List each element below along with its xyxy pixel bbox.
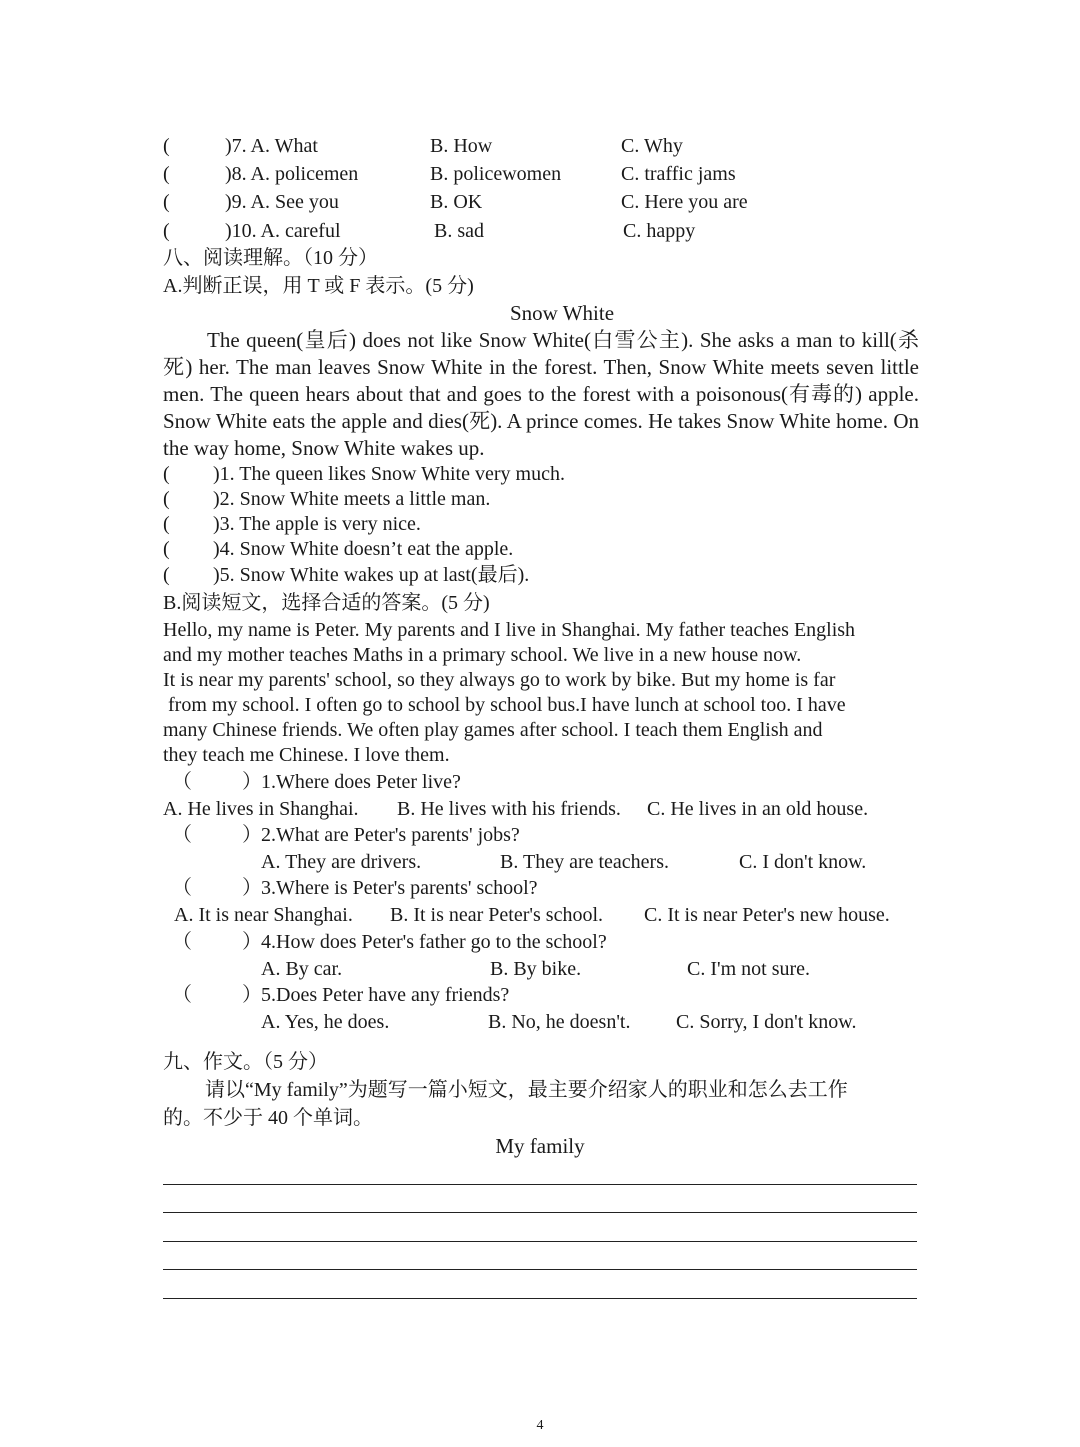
answer-bracket[interactable]: (	[163, 220, 170, 242]
writing-line[interactable]	[163, 1269, 917, 1270]
answer-bracket[interactable]: (	[163, 564, 170, 586]
answer-bracket-close: ）	[242, 931, 262, 953]
section-9-heading: 九、作文。（5 分）	[163, 1051, 328, 1073]
option-b: B. By bike.	[490, 958, 582, 980]
option-a: )8. A. policemen	[225, 163, 359, 185]
option-b: B. policewomen	[430, 163, 562, 185]
tf-statement: )2. Snow White meets a little man.	[213, 488, 491, 510]
story-title: Snow White	[509, 301, 615, 325]
option-c: C. I'm not sure.	[687, 958, 811, 980]
option-a: )9. A. See you	[225, 191, 339, 213]
passage-line: and my mother teaches Maths in a primary school. We live in a new house now.	[163, 644, 802, 666]
essay-prompt-line-2: 的。不少于 40 个单词。	[163, 1107, 373, 1129]
option-a: A. Yes, he does.	[261, 1011, 390, 1033]
answer-bracket-close: ）	[242, 984, 262, 1006]
option-a: A. It is near Shanghai.	[174, 904, 353, 926]
mc-question-text: 1.Where does Peter live?	[261, 771, 461, 793]
answer-bracket[interactable]: (	[163, 191, 170, 213]
option-b: B. How	[430, 135, 493, 157]
part-a-instruction: A.判断正误，用 T 或 F 表示。(5 分)	[163, 275, 474, 297]
passage-line: Hello, my name is Peter. My parents and I live in Shanghai. My father teaches English	[163, 619, 856, 641]
tf-statement: )4. Snow White doesn’t eat the apple.	[213, 538, 514, 560]
option-c: C. happy	[623, 220, 696, 242]
option-b: B. No, he doesn't.	[488, 1011, 631, 1033]
option-b: B. They are teachers.	[500, 851, 669, 873]
answer-bracket[interactable]: (	[163, 488, 170, 510]
answer-bracket[interactable]: (	[163, 163, 170, 185]
passage-line: they teach me Chinese. I love them.	[163, 744, 450, 766]
writing-line[interactable]	[163, 1298, 917, 1299]
page-number: 4	[536, 1418, 544, 1433]
part-b-instruction: B.阅读短文，选择合适的答案。(5 分)	[163, 592, 490, 614]
answer-bracket-open[interactable]: （	[172, 771, 192, 793]
option-a: A. He lives in Shanghai.	[163, 798, 359, 820]
option-b: B. He lives with his friends.	[397, 798, 621, 820]
option-b: B. sad	[434, 220, 484, 242]
option-a: A. They are drivers.	[261, 851, 422, 873]
answer-bracket-close: ）	[242, 824, 262, 846]
passage-line: many Chinese friends. We often play games after school. I teach them English and	[163, 719, 823, 741]
tf-statement: )5. Snow White wakes up at last(最后).	[213, 564, 530, 586]
option-c: C. Why	[621, 135, 683, 157]
answer-bracket-close: ）	[242, 771, 262, 793]
tf-statement: )1. The queen likes Snow White very much.	[213, 463, 565, 485]
option-b: B. OK	[430, 191, 483, 213]
section-8-heading: 八、阅读理解。（10 分）	[163, 247, 378, 269]
answer-bracket[interactable]: (	[163, 135, 170, 157]
writing-line[interactable]	[163, 1184, 917, 1185]
option-b: B. It is near Peter's school.	[390, 904, 604, 926]
option-c: C. I don't know.	[739, 851, 867, 873]
answer-bracket-open[interactable]: （	[172, 824, 192, 846]
writing-line[interactable]	[163, 1241, 917, 1242]
option-c: C. traffic jams	[621, 163, 736, 185]
writing-line[interactable]	[163, 1212, 917, 1213]
mc-question-text: 5.Does Peter have any friends?	[261, 984, 510, 1006]
mc-question-text: 4.How does Peter's father go to the school?	[261, 931, 607, 953]
essay-prompt-line-1: 请以“My family”为题写一篇小短文，最主要介绍家人的职业和怎么去工作	[205, 1079, 848, 1101]
answer-bracket[interactable]: (	[163, 538, 170, 560]
passage-line: It is near my parents' school, so they always go to work by bike. But my home is far	[163, 669, 836, 691]
answer-bracket-open[interactable]: （	[172, 984, 192, 1006]
option-a: )7. A. What	[225, 135, 318, 157]
option-c: C. Sorry, I don't know.	[676, 1011, 857, 1033]
answer-bracket-close: ）	[242, 877, 262, 899]
story-paragraph: The queen(皇后) does not like Snow White(白雪公主). She asks a man to kill(杀死) her. The man leaves Snow White in the forest. Then, Snow White meets seven little men. The queen hears about that and goes to the forest with a poisonous(有毒的) apple. Snow White eats the apple and dies(死). A prince comes. He takes Snow White home. On the way home, Snow White wakes up.	[163, 328, 919, 460]
answer-bracket[interactable]: (	[163, 513, 170, 535]
tf-statement: )3. The apple is very nice.	[213, 513, 421, 535]
answer-bracket-open[interactable]: （	[172, 931, 192, 953]
answer-bracket-open[interactable]: （	[172, 877, 192, 899]
answer-bracket[interactable]: (	[163, 463, 170, 485]
option-c: C. Here you are	[621, 191, 748, 213]
option-a: )10. A. careful	[225, 220, 341, 242]
mc-question-text: 2.What are Peter's parents' jobs?	[261, 824, 520, 846]
mc-question-text: 3.Where is Peter's parents' school?	[261, 877, 538, 899]
option-c: C. It is near Peter's new house.	[644, 904, 890, 926]
option-a: A. By car.	[261, 958, 343, 980]
essay-title: My family	[495, 1134, 585, 1158]
passage-line: from my school. I often go to school by school bus.I have lunch at school too. I have	[163, 694, 846, 716]
option-c: C. He lives in an old house.	[647, 798, 869, 820]
